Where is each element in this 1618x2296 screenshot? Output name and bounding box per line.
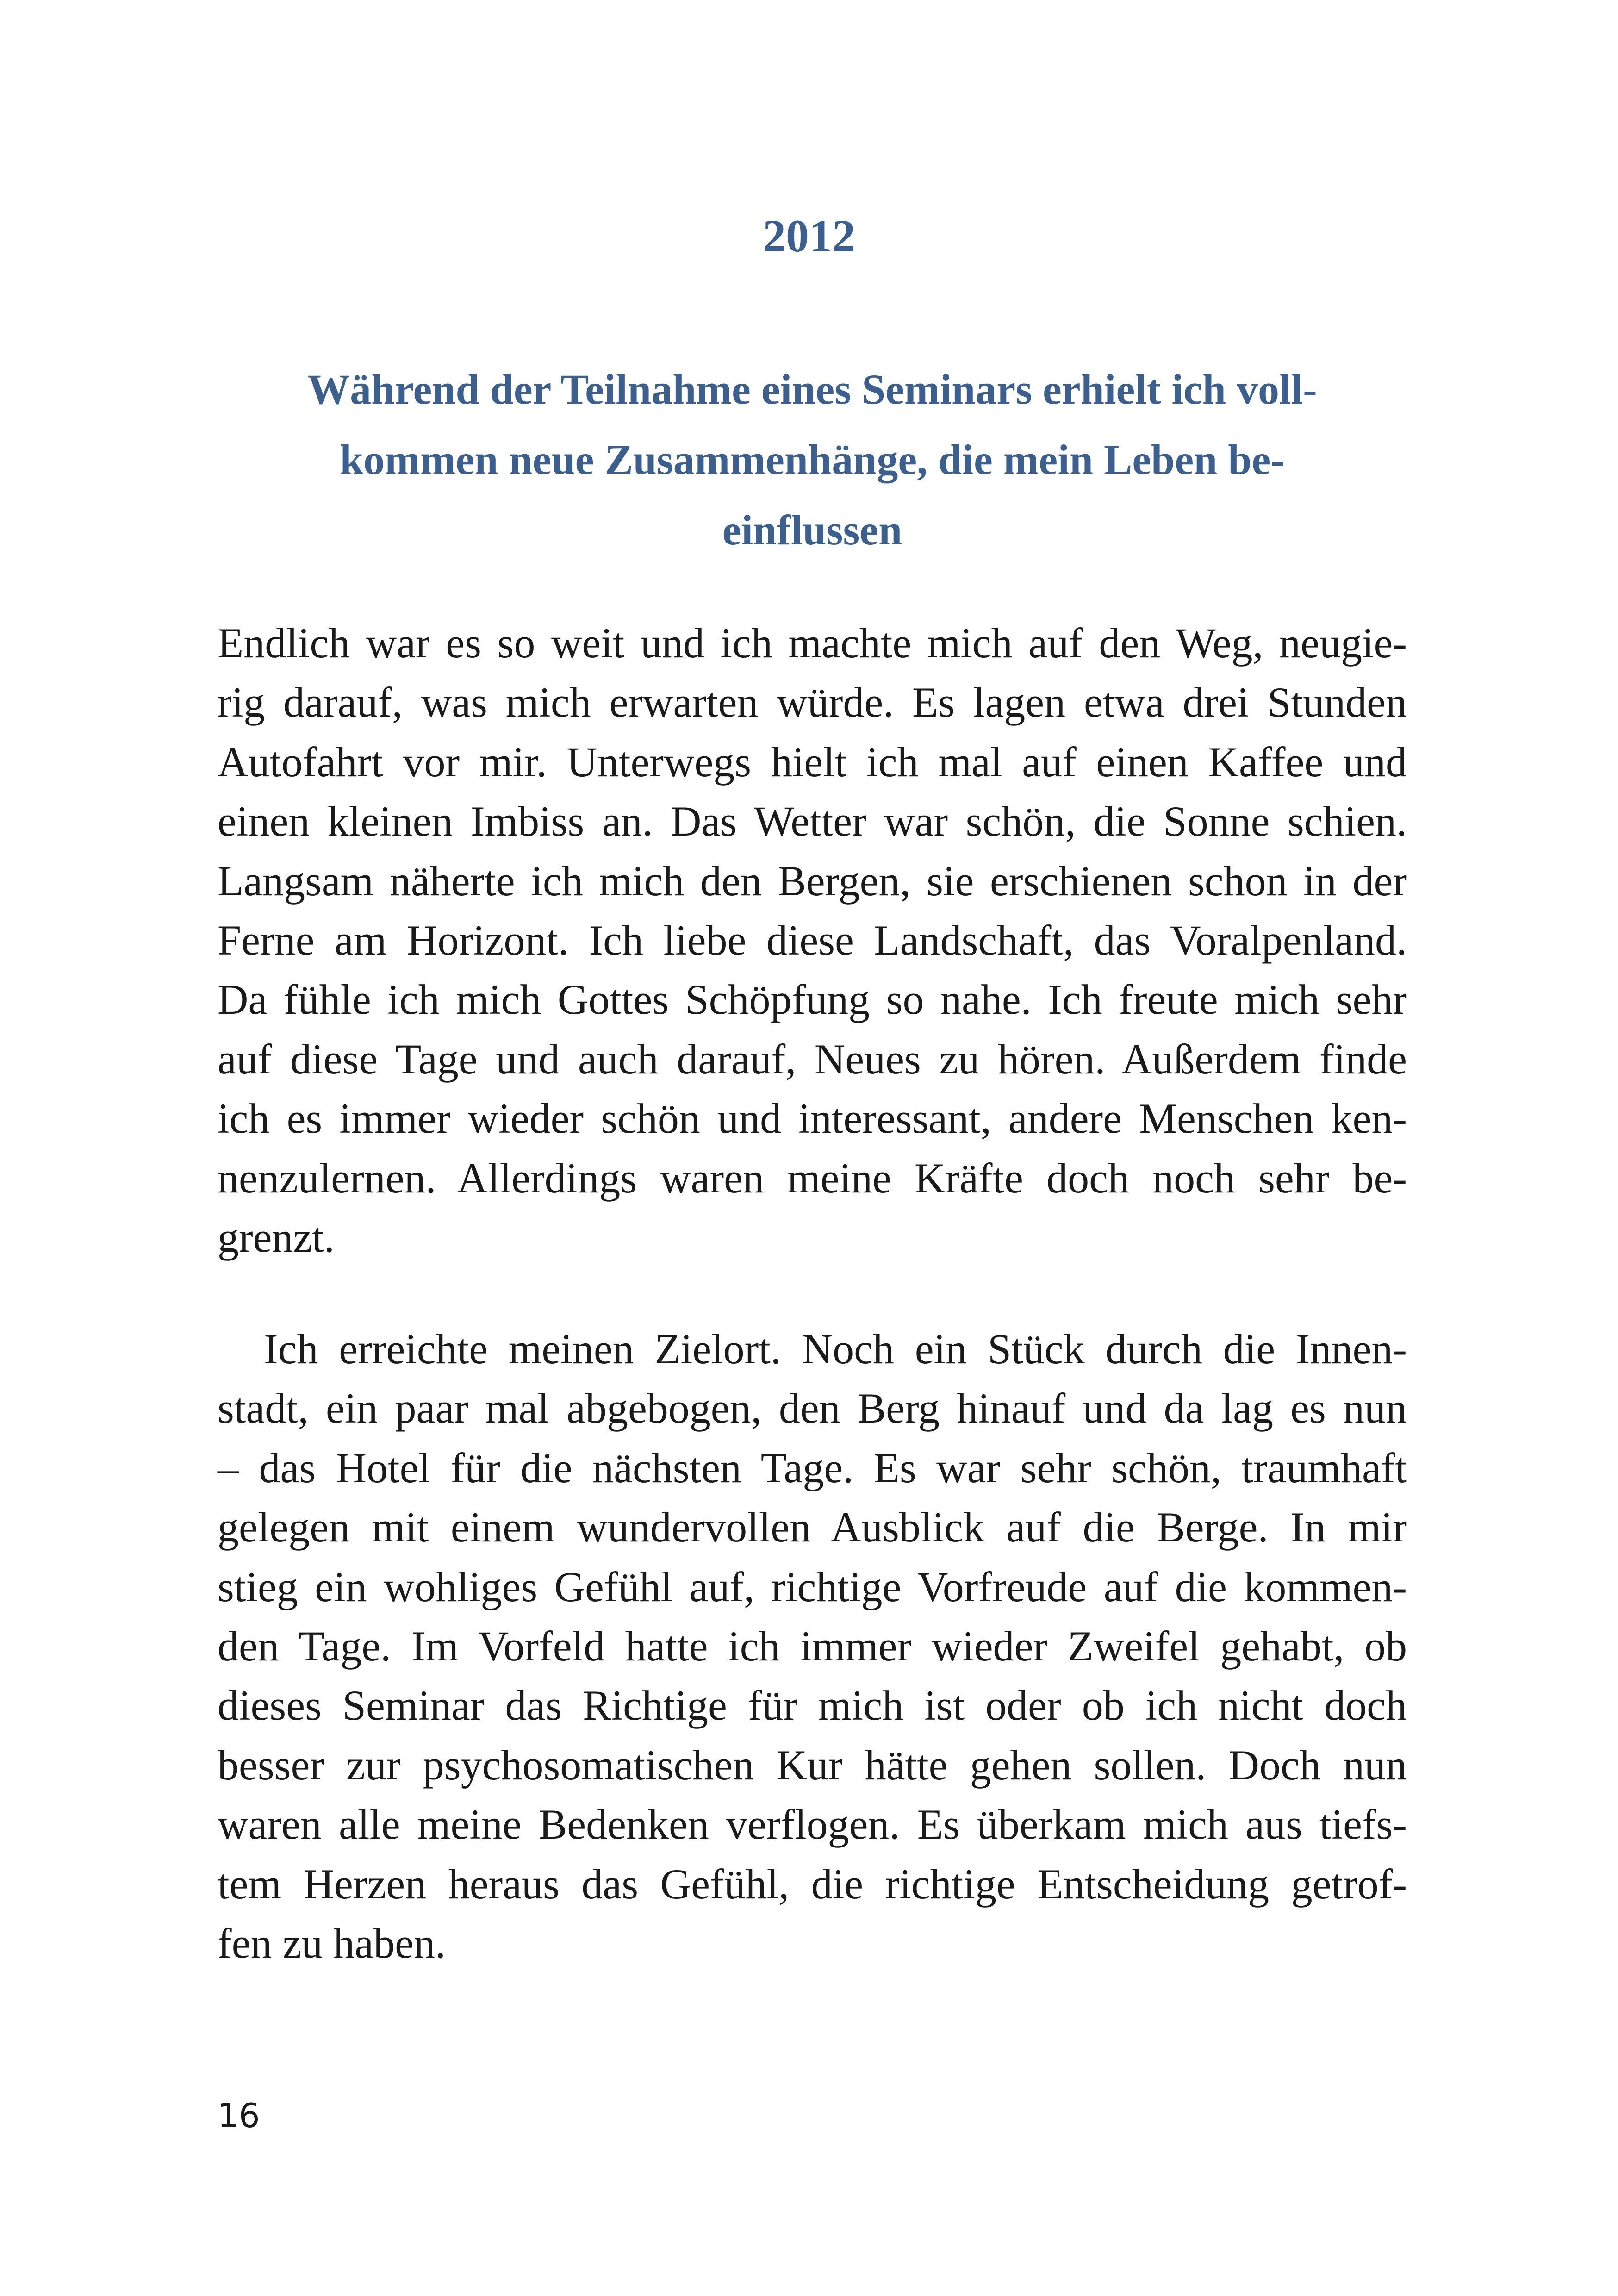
text-line: Autofahrt vor mir. Unterwegs hielt ich mal auf einen Kaffee und — [218, 738, 1407, 786]
text-line: Ich erreichte meinen Zielort. Noch ein Stück durch die Innen- — [264, 1325, 1407, 1373]
text-line: stadt, ein paar mal abgebogen, den Berg hinauf und da lag es nun — [218, 1385, 1407, 1432]
text-line: nenzulernen. Allerdings waren meine Kräfte doch noch sehr be- — [218, 1154, 1407, 1202]
text-line: Langsam näherte ich mich den Bergen, sie erschienen schon in der — [218, 857, 1407, 905]
chapter-title-line: Während der Teilnahme eines Seminars erhielt ich voll- — [307, 366, 1317, 413]
text-line: fen zu haben. — [218, 1920, 446, 1967]
body-paragraph-1 — [218, 613, 1407, 1267]
text-line: gelegen mit einem wundervollen Ausblick auf die Berge. In mir — [218, 1504, 1407, 1551]
text-line: rig darauf, was mich erwarten würde. Es lagen etwa drei Stunden — [218, 679, 1407, 726]
text-line: dieses Seminar das Richtige für mich ist oder ob ich nicht doch — [218, 1682, 1407, 1729]
text-line: tem Herzen heraus das Gefühl, die richtige Entscheidung getrof- — [218, 1860, 1407, 1908]
text-line: den Tage. Im Vorfeld hatte ich immer wieder Zweifel gehabt, ob — [218, 1622, 1407, 1670]
page-number: 16 — [218, 2096, 260, 2135]
chapter-year-heading: 2012 — [763, 210, 855, 262]
body-paragraph-2 — [218, 1319, 1407, 1973]
text-line: – das Hotel für die nächsten Tage. Es war sehr schön, traumhaft — [218, 1444, 1407, 1491]
chapter-title-line: einflussen — [722, 506, 902, 554]
text-line: Da fühle ich mich Gottes Schöpfung so nahe. Ich freute mich sehr — [218, 976, 1407, 1023]
text-line: stieg ein wohliges Gefühl auf, richtige Vorfreude auf die kommen- — [218, 1563, 1407, 1610]
chapter-title — [213, 354, 1412, 565]
text-line: Ferne am Horizont. Ich liebe diese Landschaft, das Voralpenland. — [218, 917, 1407, 964]
text-line: grenzt. — [218, 1214, 335, 1261]
text-line: ich es immer wieder schön und interessant, andere Menschen ken- — [218, 1095, 1407, 1142]
text-line: auf diese Tage und auch darauf, Neues zu hören. Außerdem finde — [218, 1035, 1407, 1083]
text-line: Endlich war es so weit und ich machte mich auf den Weg, neugie- — [218, 619, 1407, 667]
text-line: waren alle meine Bedenken verflogen. Es überkam mich aus tiefs- — [218, 1801, 1407, 1848]
chapter-title-line: kommen neue Zusammenhänge, die mein Leben be- — [340, 436, 1285, 483]
text-line: besser zur psychosomatischen Kur hätte gehen sollen. Doch nun — [218, 1741, 1407, 1789]
text-line: einen kleinen Imbiss an. Das Wetter war schön, die Sonne schien. — [218, 798, 1407, 845]
